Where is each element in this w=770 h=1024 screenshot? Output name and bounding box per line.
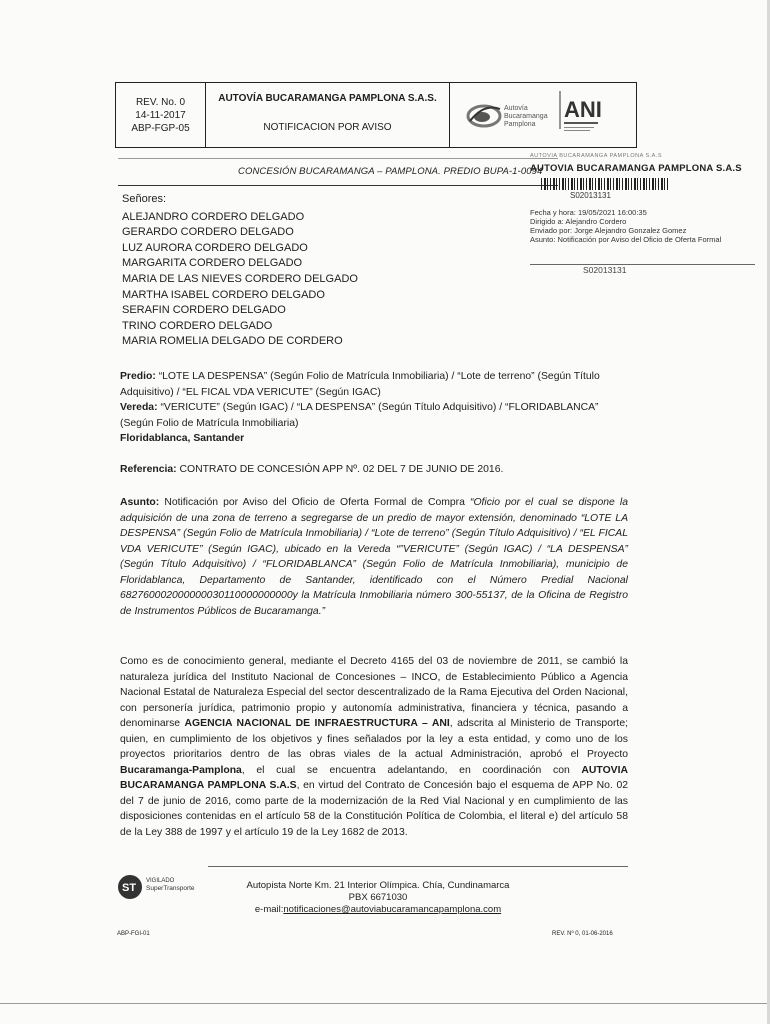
body-text-1: Como es de conocimiento general, mediante el Decreto 4165 del 03 de noviembre de 2011, se cambió la naturaleza jurídica del Instituto Nacional de Concesiones – INCO, de Establecimiento Público a Agencia Nacional Estatal de Naturaleza Especial del sector descentralizado de la Rama Ejecutiva del Orden Nacional, con personería jurídica, patrimonio propio y autonomía administrativa, financiera y técnica, pasando a denominarse bbox=[120, 656, 628, 729]
stamp-divider bbox=[530, 264, 755, 265]
recipient-name: ALEJANDRO CORDERO DELGADO bbox=[122, 210, 305, 223]
stamp-metadata bbox=[530, 208, 755, 244]
body-bold-company: AUTOVIA BUCARAMANGA PAMPLONA S.A.S bbox=[120, 764, 628, 791]
filing-stamp bbox=[530, 152, 755, 267]
footer-code-left: ABP-FGI-01 bbox=[117, 931, 150, 937]
supertransporte-logo-text: VIGILADO bbox=[146, 878, 175, 884]
stamp-barcode-number: S02013131 bbox=[570, 191, 611, 200]
referencia-label: Referencia: bbox=[120, 464, 177, 475]
recipient-name: GERARDO CORDERO DELGADO bbox=[122, 226, 294, 239]
body-text-3: , el cual se encuentra adelantando, en coordinación con bbox=[241, 764, 570, 776]
footer-divider bbox=[208, 866, 628, 867]
footer-address-block bbox=[228, 880, 528, 916]
logos-cell bbox=[450, 83, 636, 147]
stamp-date: Fecha y hora: 19/05/2021 16:00:35 bbox=[530, 207, 647, 217]
footer-pbx: PBX 6671030 bbox=[348, 892, 408, 903]
footer-email-line bbox=[228, 904, 528, 916]
autovia-logo-text: Pamplona bbox=[504, 121, 536, 128]
ani-logo-icon bbox=[558, 89, 604, 141]
predio-text: “LOTE LA DESPENSA” (Según Folio de Matrícula Inmobiliaria) / “Lote de terreno” (Según Título Adquisitivo) / “EL FICAL VDA VERICUTE” (Según IGAC) bbox=[120, 371, 600, 398]
municipio: Floridablanca, Santander bbox=[120, 433, 245, 444]
autovia-logo-icon bbox=[466, 99, 551, 133]
concession-line bbox=[118, 158, 558, 186]
title-cell bbox=[206, 83, 450, 147]
predio-label: Predio: bbox=[120, 371, 156, 382]
revision-date: 14-11-2017 bbox=[135, 109, 186, 121]
footer-email-link[interactable]: notificaciones@autoviabucaramancapamplona.com bbox=[283, 904, 502, 915]
recipient-name: MARTHA ISABEL CORDERO DELGADO bbox=[122, 288, 325, 301]
salutation: Señores: bbox=[122, 193, 167, 205]
vereda-label: Vereda: bbox=[120, 402, 158, 413]
footer-address: Autopista Norte Km. 21 Interior Olímpica. Chía, Cundinamarca bbox=[246, 880, 510, 891]
vereda-line bbox=[120, 400, 628, 431]
predio-line bbox=[120, 369, 628, 400]
recipient-name: MARIA ROMELIA DELGADO DE CORDERO bbox=[122, 335, 343, 348]
document-code: ABP-FGP-05 bbox=[131, 122, 190, 134]
asunto-lead: Notificación por Aviso del Oficio de Oferta Formal de Compra bbox=[164, 497, 465, 508]
body-text-2: , adscrita al Ministerio de Transporte; quien, en cumplimiento de los objetivos y fines señalados por la ley a esta entidad, y como uno de los proyectos prioritarios dentro de las obras viales de la actual Administración, aprobó el Proyecto bbox=[120, 718, 628, 760]
barcode-icon bbox=[541, 178, 669, 190]
stamp-header-faint: AUTOVIA BUCARAMANGA PAMPLONA S.A.S bbox=[530, 153, 663, 159]
stamp-addressee: Dirigido a: Alejandro Cordero bbox=[530, 216, 627, 226]
vereda-text: “VERICUTE” (Según IGAC) / “LA DESPENSA” (Según Título Adquisitivo) / “FLORIDABLANCA” (Según Folio de Matrícula Inmobiliaria) bbox=[120, 402, 599, 429]
footer-email-label: e-mail: bbox=[254, 904, 284, 915]
body-bold-ani: AGENCIA NACIONAL DE INFRAESTRUCTURA – ANI bbox=[184, 718, 450, 729]
referencia-text: CONTRATO DE CONCESIÓN APP Nº. 02 DEL 7 DE JUNIO DE 2016. bbox=[179, 464, 504, 475]
body-paragraph bbox=[120, 654, 628, 840]
stamp-sender: Enviado por: Jorge Alejandro Gonzalez Gomez bbox=[530, 225, 687, 235]
asunto-italic: “Oficio por el cual se dispone la adquisición de una zona de terreno a segregarse de un predio de mayor extensión, denominado “LOTE LA DESPENSA” (Según Folio de Matrícula Inmobiliaria) / “Lote de terreno” (Según Título Adquisitivo) / “EL FICAL VDA VERICUTE” (Según IGAC), ubicado en la Vereda “”VERICUTE” (Según IGAC) / “LA DESPENSA” (Según Título Adquisitivo) / “FLORIDABLANCA” (Según Folio de Matrícula Inmobiliaria), municipio de Floridablanca, Departamento de Santander, identificado con el Número Predial Nacional 682760002000000030110000000000y la Matrícula Inmobiliaria número 300-55137, de la Oficina de Registro de Instrumentos Públicos de Bucaramanga.” bbox=[120, 497, 628, 617]
recipient-name: MARIA DE LAS NIEVES CORDERO DELGADO bbox=[122, 272, 358, 285]
body-bold-project: Bucaramanga-Pamplona bbox=[120, 764, 242, 776]
scan-edge-line bbox=[0, 1003, 770, 1004]
revision-cell bbox=[116, 83, 206, 147]
stamp-company: AUTOVIA BUCARAMANGA PAMPLONA S.A.S bbox=[530, 162, 742, 174]
autovia-logo-text: Autovía bbox=[504, 105, 528, 112]
recipient-name: LUZ AURORA CORDERO DELGADO bbox=[122, 241, 308, 254]
document-header bbox=[115, 82, 637, 148]
document-type: NOTIFICACION POR AVISO bbox=[263, 122, 392, 133]
revision-number: REV. No. 0 bbox=[135, 96, 186, 108]
predio-block bbox=[120, 369, 628, 447]
stamp-subject: Asunto: Notificación por Aviso del Oficio de Oferta Formal bbox=[530, 234, 722, 244]
concession-title: CONCESIÓN BUCARAMANGA – PAMPLONA. PREDIO BUPA-1-0094 bbox=[238, 166, 543, 177]
body-text-4: , en virtud del Contrato de Concesión bajo el esquema de APP No. 02 del 7 de junio de 2016, como parte de la modernización de la Red Vial Nacional y en cumplimiento de las disposiciones contenidas en el artículo 58 de la Constitución Política de Colombia, el literal e) del artículo 58 de la Ley 388 de 1997 y el artículo 19 de la Ley 1682 de 2013. bbox=[120, 780, 629, 838]
stamp-number-below: S02013131 bbox=[583, 265, 627, 275]
asunto-block bbox=[120, 495, 628, 619]
supertransporte-logo-icon bbox=[117, 872, 227, 902]
recipients-block bbox=[122, 192, 358, 350]
recipient-name: SERAFIN CORDERO DELGADO bbox=[122, 304, 286, 317]
company-name: AUTOVÍA BUCARAMANGA PAMPLONA S.A.S. bbox=[218, 93, 437, 104]
footer-code-right: REV. Nº 0, 01-06-2016 bbox=[552, 931, 613, 937]
svg-text:ST: ST bbox=[122, 882, 137, 894]
recipient-name: TRINO CORDERO DELGADO bbox=[122, 319, 273, 332]
autovia-logo-text: Bucaramanga bbox=[504, 113, 548, 120]
referencia-block bbox=[120, 462, 628, 478]
recipient-name: MARGARITA CORDERO DELGADO bbox=[122, 257, 303, 270]
ani-logo-text: ANI bbox=[564, 97, 602, 122]
supertransporte-logo-text: SuperTransporte bbox=[146, 885, 195, 892]
asunto-label: Asunto: bbox=[120, 497, 160, 508]
